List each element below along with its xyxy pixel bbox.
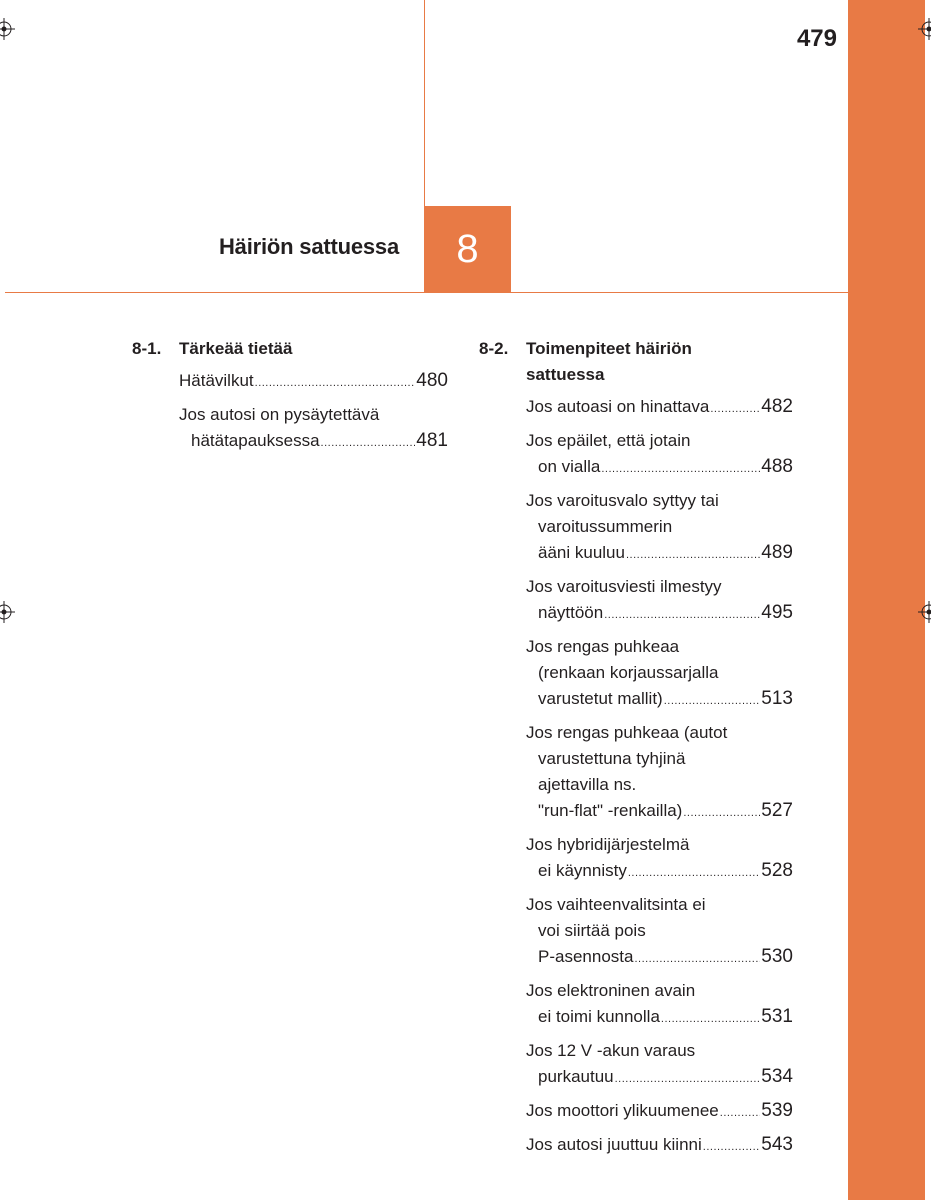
chapter-number-box <box>424 206 511 292</box>
toc-entry-last-line <box>526 454 793 482</box>
toc-entry-last-line <box>179 428 448 456</box>
dot-leader <box>634 946 760 972</box>
toc-entry-text-line: Jos rengas puhkeaa <box>526 637 680 656</box>
toc-column-right <box>479 336 793 1166</box>
toc-entry-text-line: "run-flat" -renkailla) <box>538 801 683 820</box>
toc-entry-text-line: purkautuu <box>538 1067 614 1086</box>
header-horizontal-rule <box>5 292 848 293</box>
toc-entry-text-line: Jos varoitusvalo syttyy tai <box>526 491 719 510</box>
toc-entry-link[interactable] <box>526 574 793 628</box>
toc-page-number: 530 <box>761 946 793 967</box>
registration-crosshair-icon <box>918 18 931 40</box>
toc-entry-text-line: Jos moottori ylikuumenee <box>526 1101 719 1120</box>
toc-page-number: 528 <box>761 860 793 881</box>
toc-entry-text-line: Jos vaihteenvalitsinta ei <box>526 895 706 914</box>
toc-entry-last-line <box>526 540 793 568</box>
toc-entry-text-line: Jos autoasi on hinattava <box>526 397 710 416</box>
toc-entry-text-line: ääni kuuluu <box>538 543 625 562</box>
toc-entry-link[interactable] <box>526 488 793 568</box>
dot-leader <box>661 1006 760 1032</box>
toc-entry-text-line: näyttöön <box>538 603 604 622</box>
toc-entry-text-line: ajettavilla ns. <box>538 775 637 794</box>
toc-entry-last-line <box>526 1004 793 1032</box>
section-title <box>179 336 448 362</box>
toc-page-number: 480 <box>416 370 448 391</box>
toc-page-number: 531 <box>761 1006 793 1027</box>
toc-entry-last-line <box>526 798 793 826</box>
toc-page-number: 495 <box>761 602 793 623</box>
toc-page-number: 513 <box>761 688 793 709</box>
toc-entry-text-line: Jos hybridijärjestelmä <box>526 835 690 854</box>
toc-entry-text-line: varustettuna tyhjinä <box>538 749 686 768</box>
section-title <box>526 336 793 388</box>
toc-page-number: 543 <box>761 1134 793 1155</box>
dot-leader <box>628 860 760 886</box>
toc-entry-link[interactable] <box>526 1098 793 1126</box>
header-vertical-rule <box>424 0 425 206</box>
section-number: 8-2. <box>479 339 509 358</box>
toc-entry-text-line: Jos autosi juuttuu kiinni <box>526 1135 702 1154</box>
toc-entry-text-line: varustetut mallit) <box>538 689 663 708</box>
toc-entry-last-line <box>179 368 448 396</box>
toc-entry-text-line: P-asennosta <box>538 947 634 966</box>
toc-entry-link[interactable] <box>526 1132 793 1160</box>
dot-leader <box>664 688 761 714</box>
toc-entry-text-line: Jos autosi on pysäytettävä <box>179 405 380 424</box>
registration-crosshair-icon <box>0 18 15 40</box>
chapter-number: 8 <box>456 226 479 271</box>
toc-page-number: 481 <box>416 430 448 451</box>
toc-entry-link[interactable] <box>526 832 793 886</box>
toc-entry-text-line: hätätapauksessa <box>191 431 320 450</box>
toc-entry-last-line <box>526 944 793 972</box>
toc-entry-link[interactable] <box>526 1038 793 1092</box>
chapter-side-tab <box>848 0 925 1200</box>
dot-leader <box>604 602 760 628</box>
section-title-line: sattuessa <box>526 365 605 384</box>
toc-entry-link[interactable] <box>179 368 448 396</box>
chapter-title: Häiriön sattuessa <box>218 234 399 259</box>
toc-entry-text-line: Hätävilkut <box>179 371 254 390</box>
page-number: 479 <box>796 25 837 52</box>
toc-entry-link[interactable] <box>526 720 793 826</box>
dot-leader <box>255 370 416 396</box>
toc-page-number: 482 <box>761 396 793 417</box>
toc-entry-text-line: Jos rengas puhkeaa (autot <box>526 723 728 742</box>
toc-section-heading <box>479 336 793 388</box>
section-title-line: Tärkeää tietää <box>179 339 293 358</box>
toc-page-number: 488 <box>761 456 793 477</box>
toc-page-number: 527 <box>761 800 793 821</box>
section-number: 8-1. <box>132 339 162 358</box>
dot-leader <box>615 1066 761 1092</box>
dot-leader <box>710 396 760 422</box>
dot-leader <box>683 800 760 826</box>
toc-section-heading <box>132 336 448 362</box>
toc-entry-link[interactable] <box>526 892 793 972</box>
toc-entry-text-line: voi siirtää pois <box>538 921 646 940</box>
toc-entry-text-line: Jos epäilet, että jotain <box>526 431 691 450</box>
toc-entry-last-line <box>526 600 793 628</box>
toc-entry-text-line: Jos varoitusviesti ilmestyy <box>526 577 722 596</box>
toc-column-left <box>132 336 448 462</box>
toc-entry-last-line <box>526 1098 793 1126</box>
toc-page-number: 534 <box>761 1066 793 1087</box>
toc-entry-text-line: varoitussummerin <box>538 517 673 536</box>
toc-entry-last-line <box>526 1132 793 1160</box>
toc-entry-text-line: (renkaan korjaussarjalla <box>538 663 719 682</box>
dot-leader <box>321 430 416 456</box>
toc-entry-last-line <box>526 1064 793 1092</box>
section-title-line: Toimenpiteet häiriön <box>526 339 692 358</box>
toc-entry-link[interactable] <box>526 978 793 1032</box>
toc-entry-text-line: Jos 12 V -akun varaus <box>526 1041 696 1060</box>
toc-entry-last-line <box>526 394 793 422</box>
toc-entry-link[interactable] <box>526 428 793 482</box>
toc-entry-text-line: Jos elektroninen avain <box>526 981 696 1000</box>
toc-page-number: 539 <box>761 1100 793 1121</box>
registration-crosshair-icon <box>918 601 931 623</box>
toc-entry-text-line: ei käynnisty <box>538 861 627 880</box>
toc-page-number: 489 <box>761 542 793 563</box>
dot-leader <box>601 456 760 482</box>
toc-entry-link[interactable] <box>526 394 793 422</box>
dot-leader <box>720 1100 761 1126</box>
dot-leader <box>626 542 760 568</box>
toc-entry-last-line <box>526 686 793 714</box>
toc-entry-text-line: ei toimi kunnolla <box>538 1007 660 1026</box>
dot-leader <box>703 1134 761 1160</box>
toc-entry-link[interactable] <box>179 402 448 456</box>
toc-entry-last-line <box>526 858 793 886</box>
registration-crosshair-icon <box>0 601 15 623</box>
toc-entry-text-line: on vialla <box>538 457 601 476</box>
toc-entry-link[interactable] <box>526 634 793 714</box>
